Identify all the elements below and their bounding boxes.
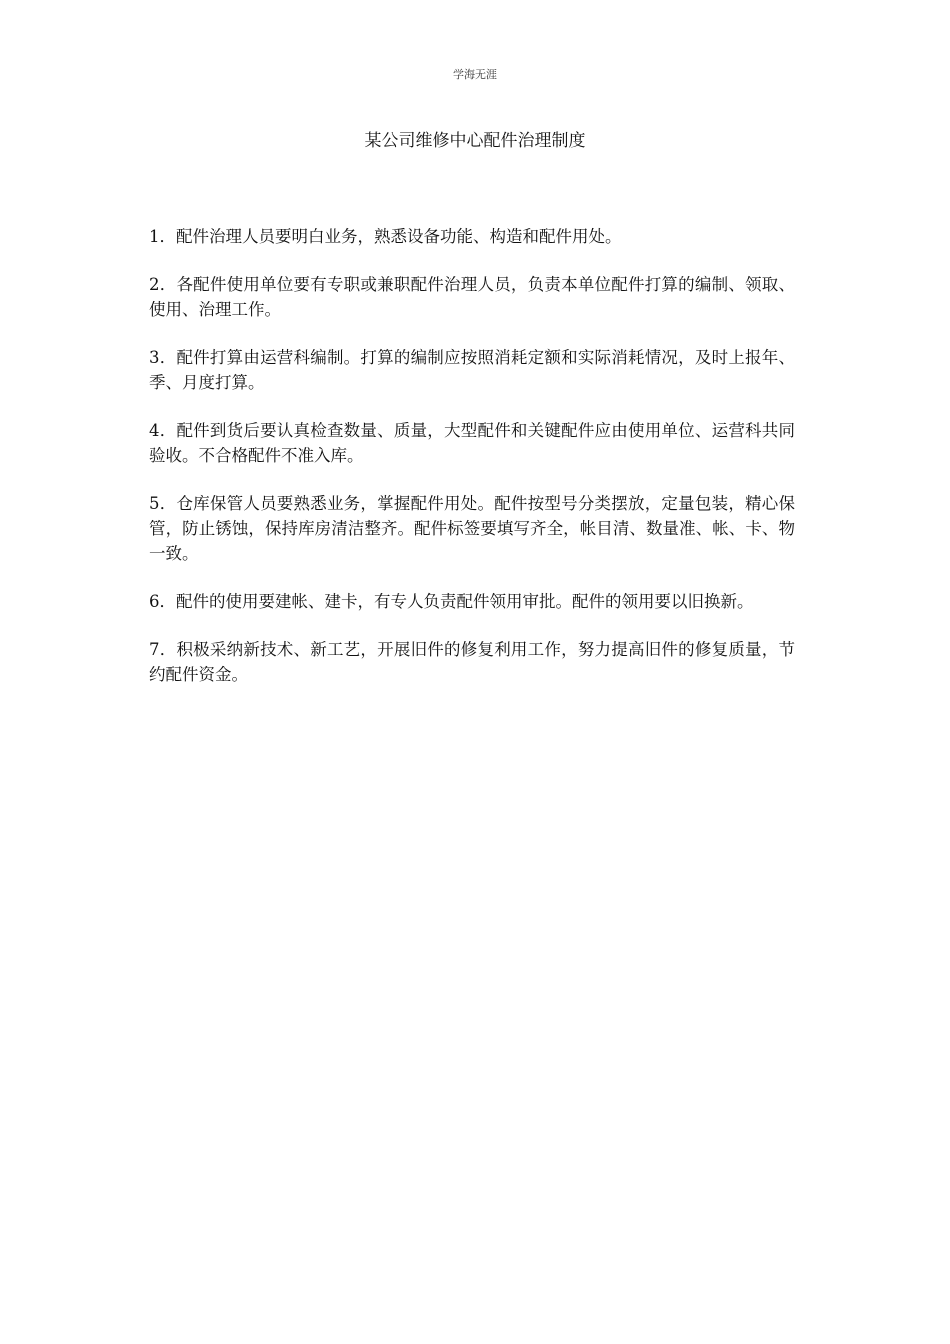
paragraph-4: 4．配件到货后要认真检查数量、质量，大型配件和关键配件应由使用单位、运营科共同验收。不合格配件不准入库。 bbox=[149, 421, 795, 465]
paragraph-2: 2．各配件使用单位要有专职或兼职配件治理人员，负责本单位配件打算的编制、领取、使用、治理工作。 bbox=[149, 275, 795, 319]
paragraph-3: 3．配件打算由运营科编制。打算的编制应按照消耗定额和实际消耗情况，及时上报年、季、月度打算。 bbox=[149, 348, 795, 392]
document-body bbox=[149, 224, 795, 710]
paragraph-5: 5．仓库保管人员要熟悉业务，掌握配件用处。配件按型号分类摆放，定量包装，精心保管，防止锈蚀，保持库房清洁整齐。配件标签要填写齐全，帐目清、数量准、帐、卡、物一致。 bbox=[149, 494, 795, 563]
paragraph-6: 6．配件的使用要建帐、建卡，有专人负责配件领用审批。配件的领用要以旧换新。 bbox=[149, 592, 754, 611]
paragraph-1: 1．配件治理人员要明白业务，熟悉设备功能、构造和配件用处。 bbox=[149, 227, 622, 246]
paragraph-7: 7．积极采纳新技术、新工艺，开展旧件的修复利用工作，努力提高旧件的修复质量，节约配件资金。 bbox=[149, 640, 795, 684]
running-header: 学海无涯 bbox=[453, 68, 497, 81]
document-title: 某公司维修中心配件治理制度 bbox=[364, 131, 586, 151]
